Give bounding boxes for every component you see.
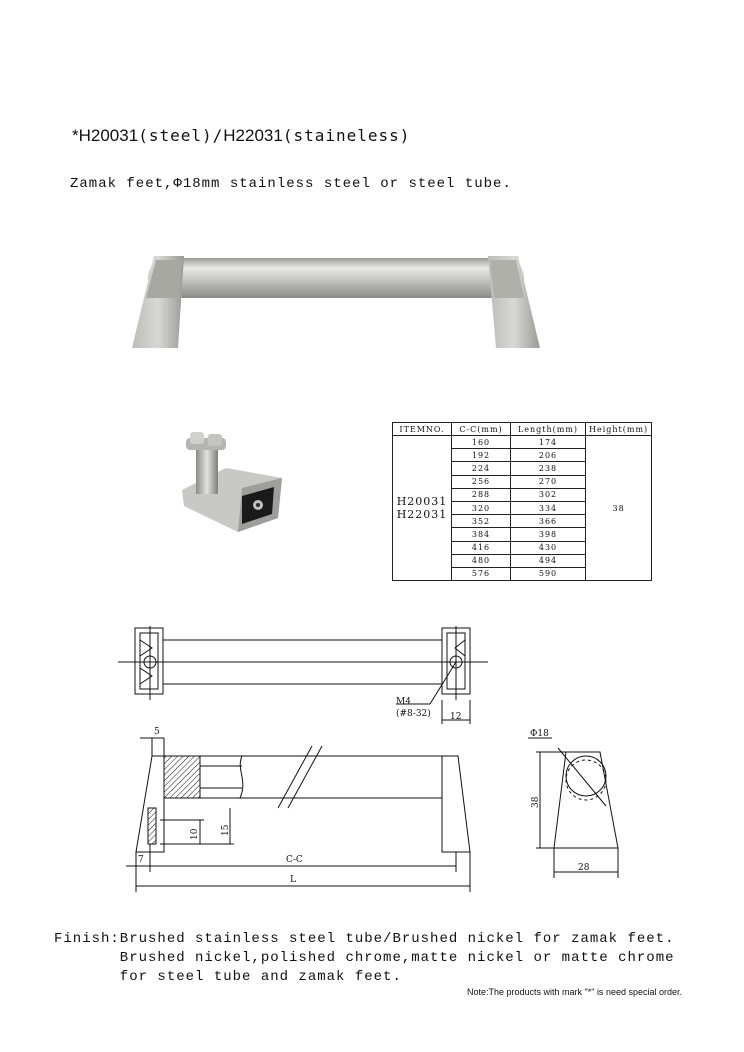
finish-line-2: Brushed nickel,polished chrome,matte nickel or matte chrome bbox=[54, 950, 675, 966]
thread-label: M4 bbox=[396, 697, 411, 707]
cc-cell: 192 bbox=[452, 449, 511, 462]
length-cell: 494 bbox=[511, 554, 586, 567]
item-number: H20031 bbox=[396, 495, 448, 509]
length-cell: 270 bbox=[511, 475, 586, 488]
title-prefix: * bbox=[72, 126, 79, 145]
item-number: H22031 bbox=[396, 508, 448, 522]
end-view bbox=[528, 738, 618, 878]
length-cell: 366 bbox=[511, 515, 586, 528]
title-slash: / bbox=[212, 126, 224, 145]
dim-12: 12 bbox=[450, 712, 462, 722]
dim-7: 7 bbox=[138, 855, 144, 865]
length-cell: 174 bbox=[511, 436, 586, 449]
header-height: Height(mm) bbox=[586, 423, 652, 436]
thread-sub-label: (#8-32) bbox=[396, 709, 431, 719]
cc-cell: 416 bbox=[452, 541, 511, 554]
cc-cell: 352 bbox=[452, 515, 511, 528]
dim-28: 28 bbox=[578, 863, 590, 873]
length-cell: 398 bbox=[511, 528, 586, 541]
length-cell: 334 bbox=[511, 501, 586, 514]
header-cc: C-C(mm) bbox=[452, 423, 511, 436]
dim-10: 10 bbox=[190, 828, 200, 840]
cc-cell: 160 bbox=[452, 436, 511, 449]
title-code-1: H20031 bbox=[78, 126, 139, 145]
title-material-2: (staineless) bbox=[282, 126, 411, 145]
dim-l: L bbox=[290, 875, 296, 885]
title-material-1: (steel) bbox=[138, 126, 213, 145]
side-view bbox=[126, 738, 470, 892]
cc-cell: 480 bbox=[452, 554, 511, 567]
height-cell: 38 bbox=[586, 436, 652, 581]
length-cell: 430 bbox=[511, 541, 586, 554]
top-view bbox=[118, 626, 488, 724]
cc-cell: 384 bbox=[452, 528, 511, 541]
dim-15: 15 bbox=[221, 824, 231, 836]
dim-5: 5 bbox=[154, 727, 160, 737]
length-cell: 590 bbox=[511, 567, 586, 580]
length-cell: 206 bbox=[511, 449, 586, 462]
cc-cell: 576 bbox=[452, 567, 511, 580]
length-cell: 302 bbox=[511, 488, 586, 501]
length-cell: 238 bbox=[511, 462, 586, 475]
header-itemno: ITEMNO. bbox=[393, 423, 452, 436]
product-subtitle: Zamak feet,Φ18mm stainless steel or steel tube. bbox=[70, 176, 512, 192]
header-length: Length(mm) bbox=[511, 423, 586, 436]
finish-line-3: for steel tube and zamak feet. bbox=[54, 969, 402, 985]
dim-cc: C-C bbox=[286, 855, 303, 865]
cc-cell: 288 bbox=[452, 488, 511, 501]
special-order-note: Note:The products with mark "*" is need special order. bbox=[467, 987, 682, 997]
dim-phi18: Φ18 bbox=[530, 729, 549, 739]
cc-cell: 256 bbox=[452, 475, 511, 488]
cc-cell: 224 bbox=[452, 462, 511, 475]
dim-38: 38 bbox=[531, 796, 541, 808]
title-code-2: H22031 bbox=[223, 126, 283, 145]
finish-text bbox=[54, 930, 675, 987]
finish-line-1: Finish:Brushed stainless steel tube/Brushed nickel for zamak feet. bbox=[54, 931, 675, 947]
cc-cell: 320 bbox=[452, 501, 511, 514]
